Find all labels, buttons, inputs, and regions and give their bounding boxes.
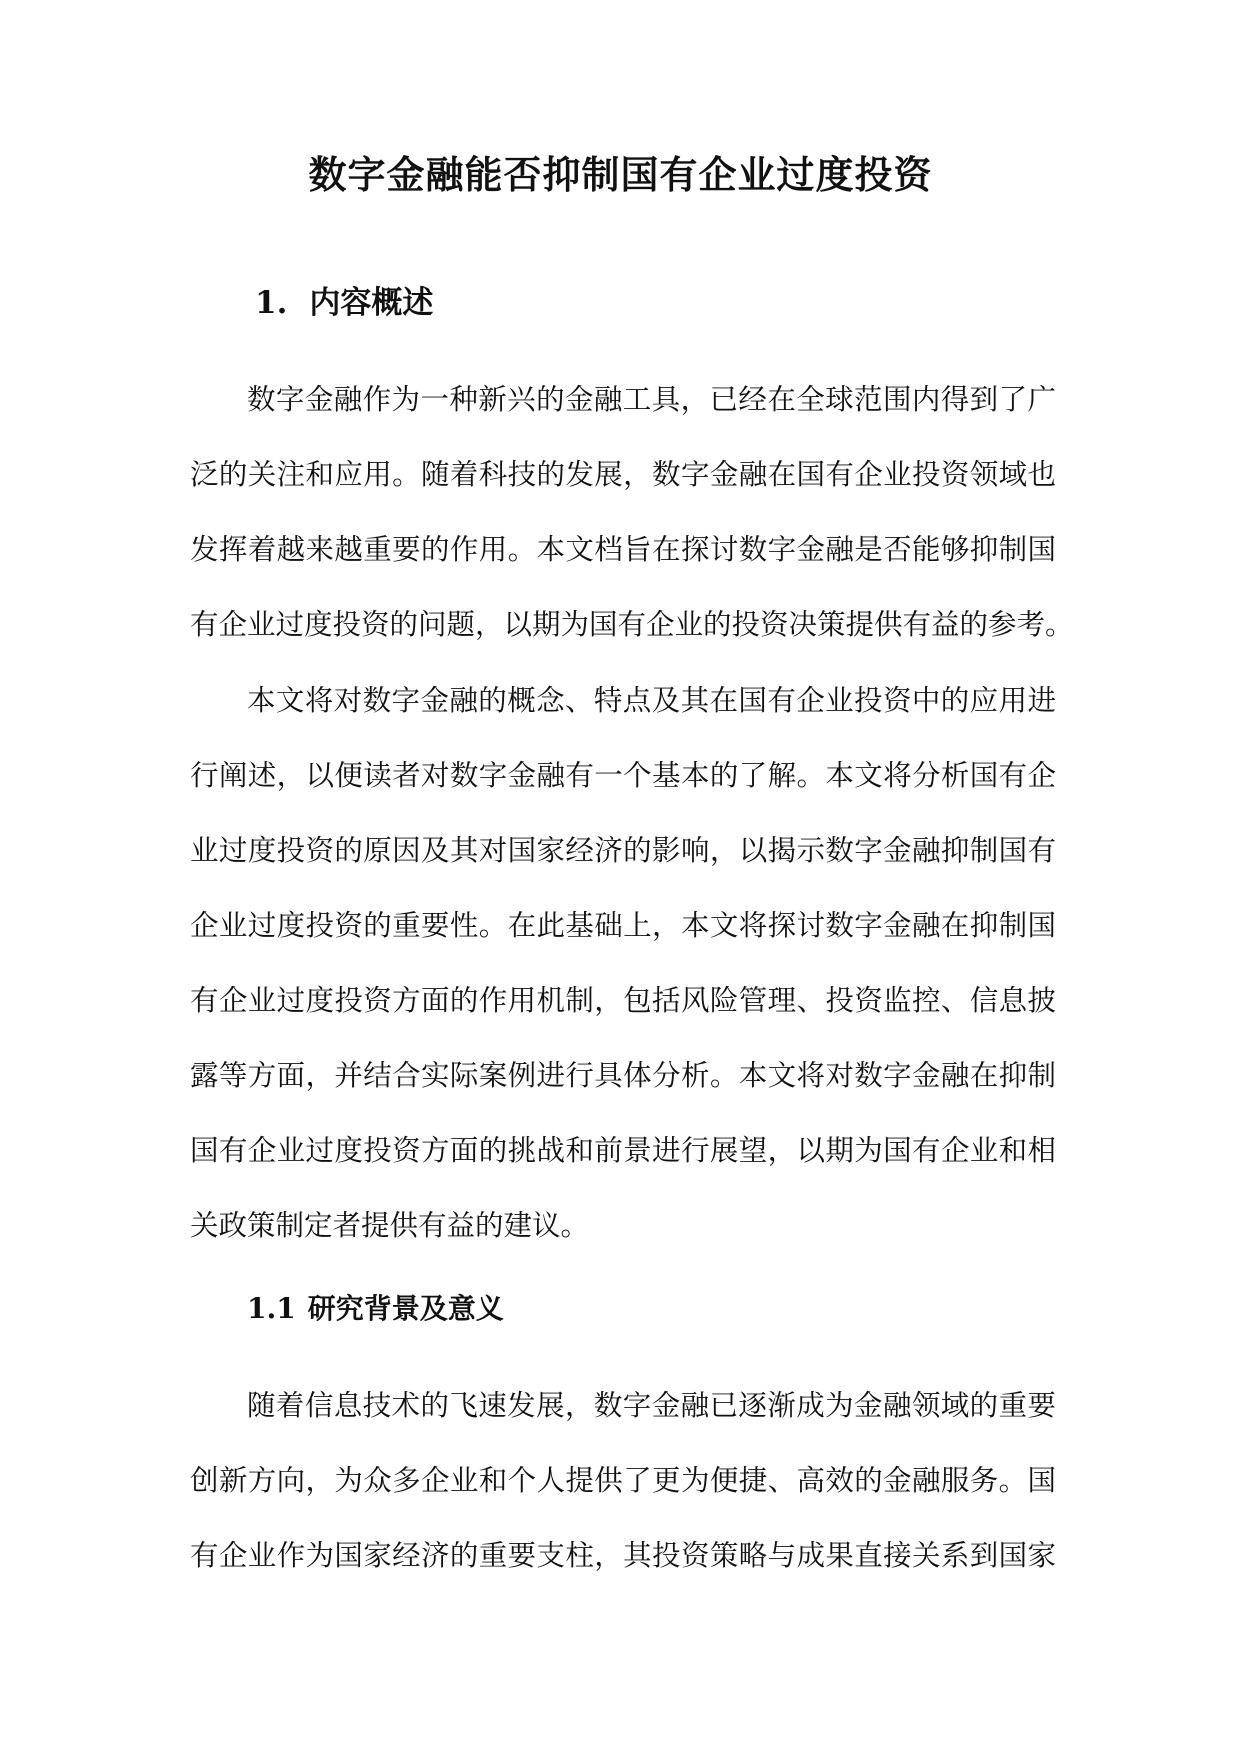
paragraph-line: 有企业过度投资方面的作用机制，包括风险管理、投资监控、信息披	[190, 984, 1056, 1017]
section-heading-1-1	[247, 1287, 504, 1331]
paragraph-line: 关政策制定者提供有益的建议。	[190, 1209, 590, 1242]
section-number: 1.	[255, 285, 288, 321]
paragraph-line: 随着信息技术的飞速发展，数字金融已逐渐成为金融领域的重要	[247, 1389, 1056, 1422]
paragraph-line: 行阐述，以便读者对数字金融有一个基本的了解。本文将分析国有企	[190, 759, 1056, 792]
paragraph-line: 本文将对数字金融的概念、特点及其在国有企业投资中的应用进	[247, 684, 1056, 717]
section-heading-text: 研究背景及意义	[307, 1292, 504, 1325]
paragraph-line: 有企业作为国家经济的重要支柱，其投资策略与成果直接关系到国家	[190, 1539, 1056, 1572]
paragraph	[190, 663, 1056, 1263]
paragraph-line: 企业过度投资的重要性。在此基础上，本文将探讨数字金融在抑制国	[190, 909, 1056, 942]
paragraph	[190, 362, 1074, 662]
paragraph-line: 创新方向，为众多企业和个人提供了更为便捷、高效的金融服务。国	[190, 1464, 1056, 1497]
paragraph-line: 发挥着越来越重要的作用。本文档旨在探讨数字金融是否能够抑制国	[190, 533, 1056, 566]
paragraph-line: 数字金融作为一种新兴的金融工具，已经在全球范围内得到了广	[247, 383, 1056, 416]
section-number: 1.1	[247, 1292, 296, 1325]
paragraph-line: 业过度投资的原因及其对国家经济的影响，以揭示数字金融抑制国有	[190, 834, 1056, 867]
paragraph-line: 泛的关注和应用。随着科技的发展，数字金融在国有企业投资领域也	[190, 458, 1056, 491]
paragraph-line: 露等方面，并结合实际案例进行具体分析。本文将对数字金融在抑制	[190, 1059, 1056, 1092]
paragraph	[190, 1368, 1056, 1593]
section-heading-1	[255, 281, 433, 325]
paragraph-line: 有企业过度投资的问题，以期为国有企业的投资决策提供有益的参考。	[190, 608, 1074, 641]
section-heading-text: 内容概述	[309, 285, 434, 321]
document-title: 数字金融能否抑制国有企业过度投资	[308, 153, 933, 197]
paragraph-line: 国有企业过度投资方面的挑战和前景进行展望，以期为国有企业和相	[190, 1134, 1056, 1167]
